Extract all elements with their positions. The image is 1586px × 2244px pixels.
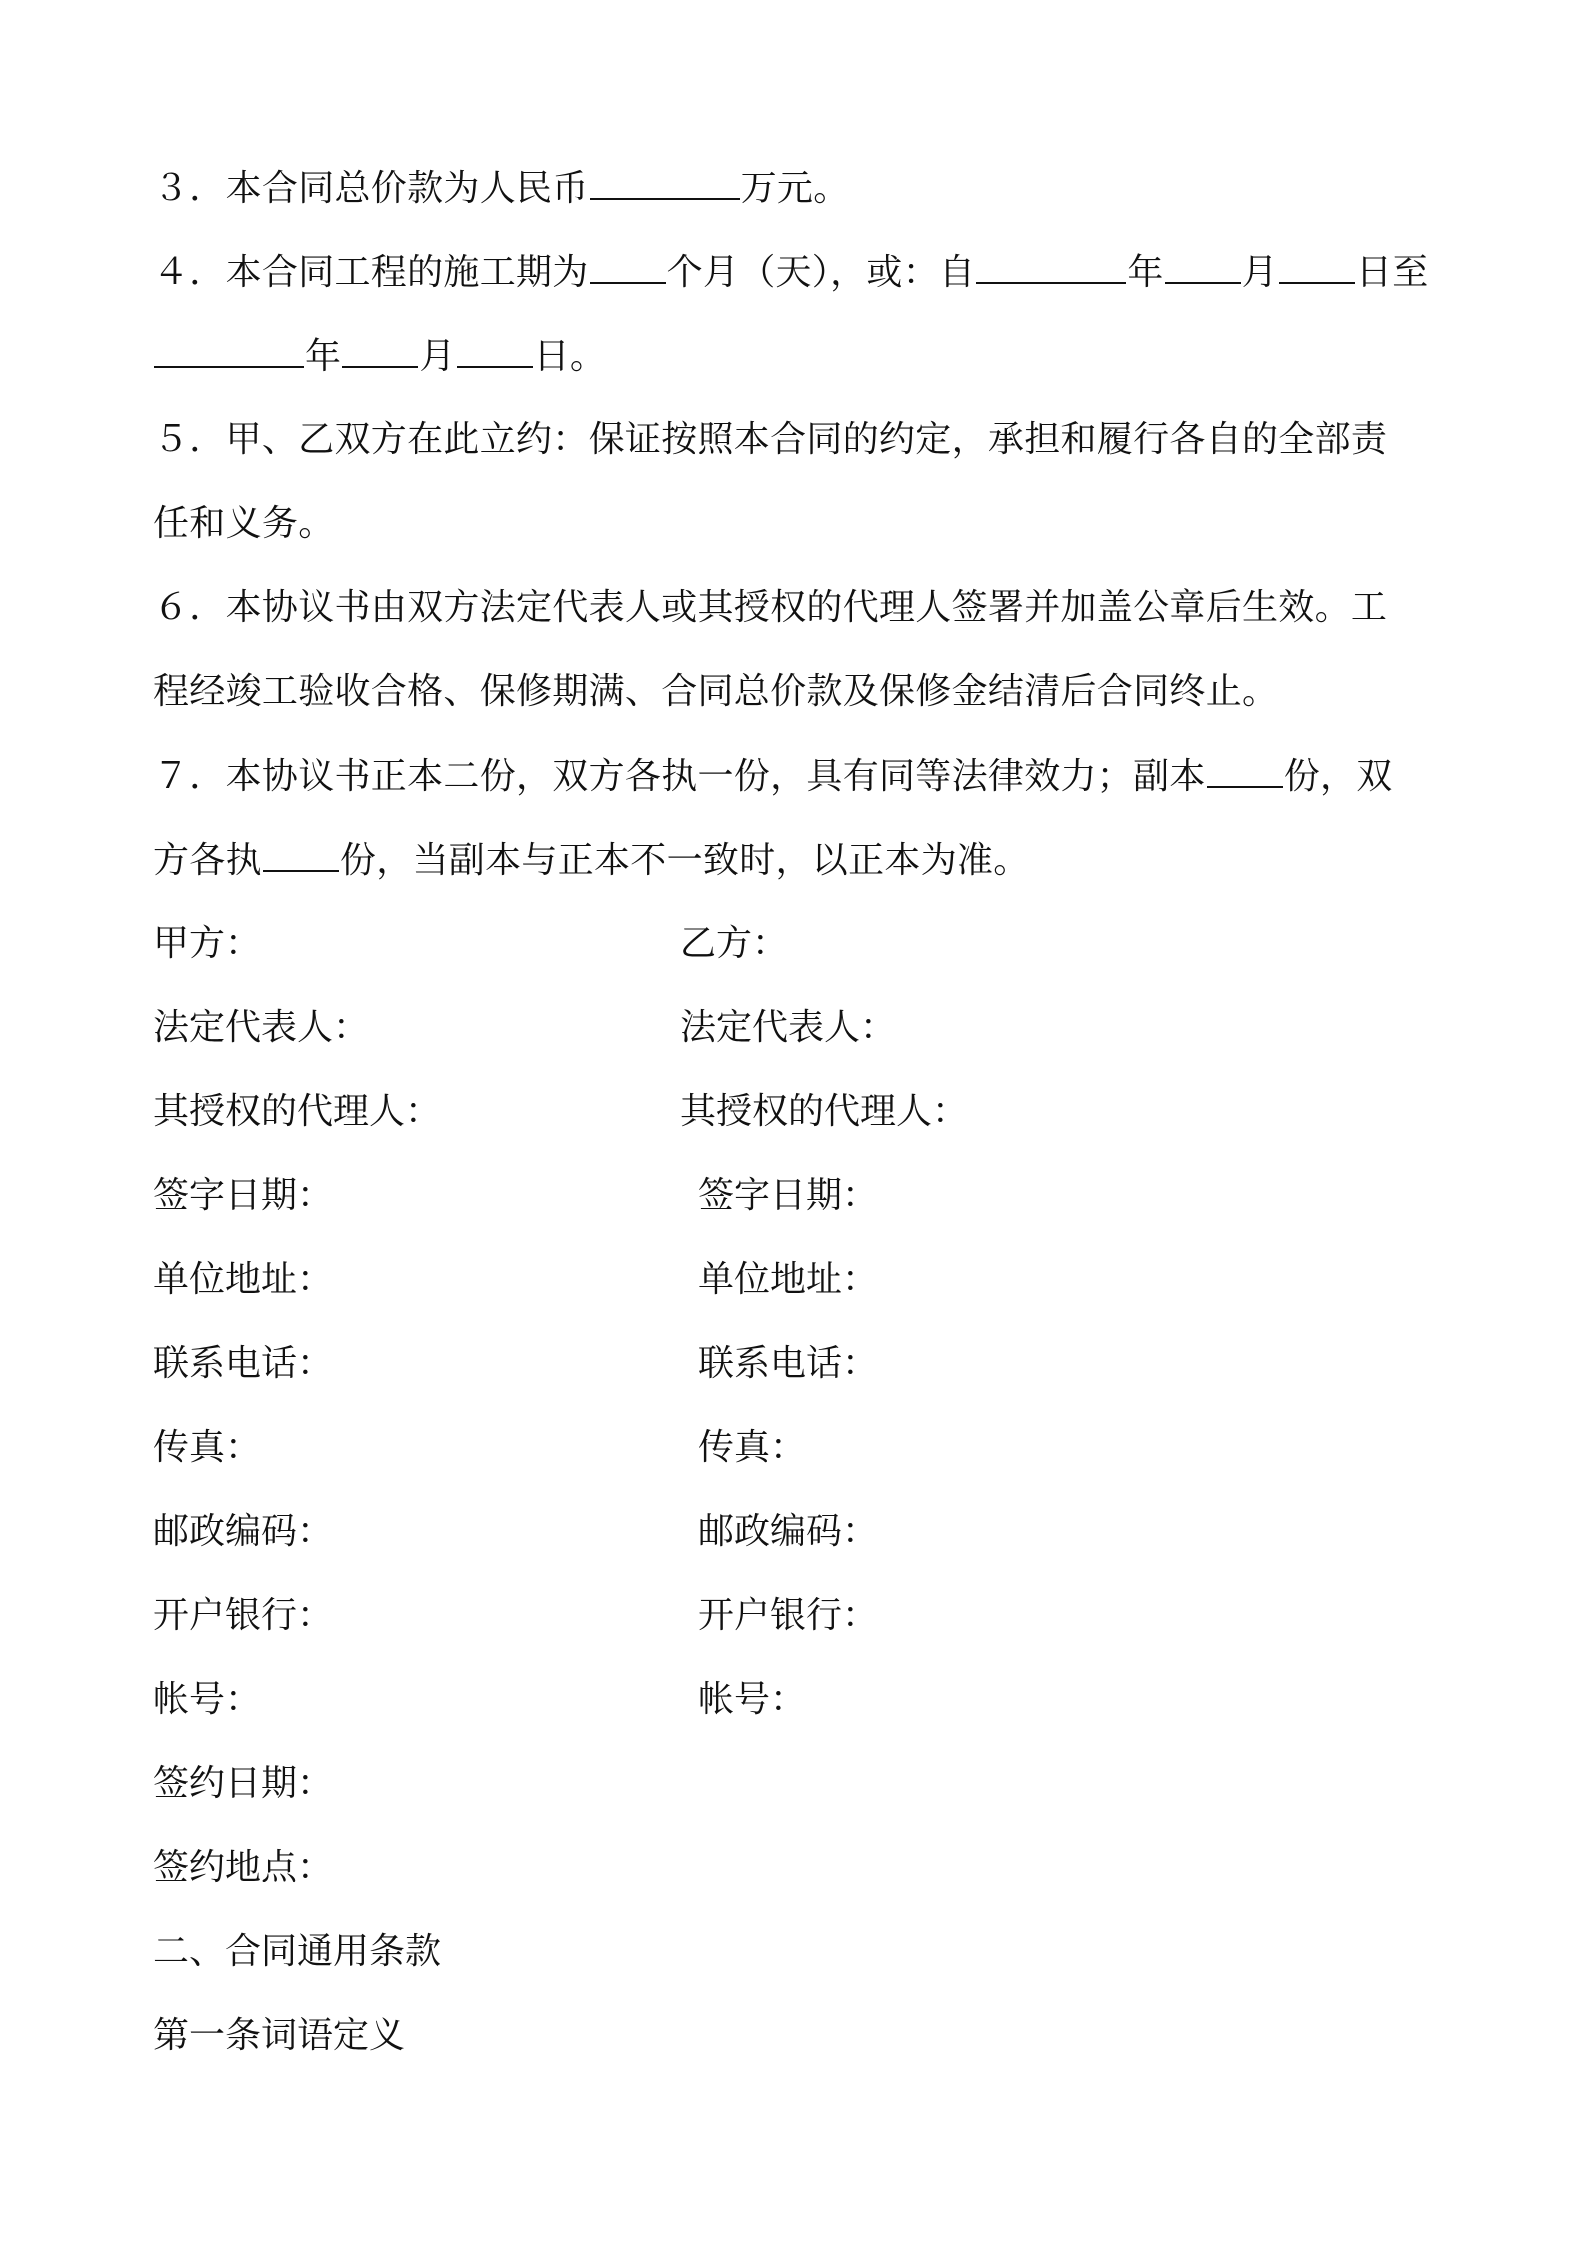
clause-3-suffix: 万元。 [740,168,850,209]
party-b-sign-date: 签字日期： [698,1175,879,1216]
clause-4-year2: 年 [305,336,342,377]
party-a-account: 帐号： [153,1679,262,1720]
party-a-address: 单位地址： [153,1259,334,1300]
clause-4-months: 个月（天），或：自 [666,252,976,293]
start-year-blank [976,250,1126,284]
clause-4-year1: 年 [1127,252,1164,293]
each-copies-blank [263,838,339,872]
party-b-postcode: 邮政编码： [698,1511,879,1552]
party-b-phone: 联系电话： [698,1343,879,1384]
clause-7-mid: 份，双 [1283,756,1393,797]
party-b-fax: 传真： [698,1427,807,1468]
clause-7-line-1 [153,754,1393,798]
clause-4-month2: 月 [419,336,456,377]
start-month-blank [1165,250,1241,284]
section-2-title: 二、合同通用条款 [153,1931,442,1972]
end-year-blank [154,334,304,368]
party-a-legal-rep: 法定代表人： [153,1007,370,1048]
contract-date: 签约日期： [153,1763,334,1804]
clause-4-line-2 [153,334,606,378]
party-a-bank: 开户银行： [153,1595,334,1636]
clause-6-line-2: 程经竣工验收合格、保修期满、合同总价款及保修金结清后合同终止。 [153,671,1279,712]
clause-4-day2: 日。 [533,336,607,377]
party-b-label: 乙方： [680,923,789,964]
party-a-phone: 联系电话： [153,1343,334,1384]
clause-4-day1: 日至 [1355,252,1429,293]
copies-blank [1207,754,1283,788]
clause-3-prefix: ３．本合同总价款为人民币 [153,168,589,209]
contract-place: 签约地点： [153,1847,334,1888]
clause-7-prefix: ７．本协议书正本二份，双方各执一份，具有同等法律效力；副本 [153,756,1206,797]
clause-6-line-1: ６．本协议书由双方法定代表人或其授权的代理人签署并加盖公章后生效。工 [153,587,1388,628]
end-day-blank [457,334,533,368]
party-b-account: 帐号： [698,1679,807,1720]
clause-3 [153,166,850,210]
clause-7-line2-suffix: 份，当副本与正本不一致时，以正本为准。 [339,840,1030,881]
clause-7-line-2 [153,838,1030,882]
party-b-bank: 开户银行： [698,1595,879,1636]
party-b-agent: 其授权的代理人： [680,1091,969,1132]
price-blank [590,166,740,200]
start-day-blank [1279,250,1355,284]
party-a-fax: 传真： [153,1427,262,1468]
duration-blank [590,250,666,284]
clause-4-prefix: ４．本合同工程的施工期为 [153,252,589,293]
party-b-legal-rep: 法定代表人： [680,1007,897,1048]
party-a-agent: 其授权的代理人： [153,1091,442,1132]
party-a-postcode: 邮政编码： [153,1511,334,1552]
clause-7-line2-prefix: 方各执 [153,840,262,881]
clause-4-month1: 月 [1241,252,1278,293]
clause-4-line-1 [153,250,1429,294]
end-month-blank [342,334,418,368]
party-b-address: 单位地址： [698,1259,879,1300]
clause-5-line-1: ５．甲、乙双方在此立约：保证按照本合同的约定，承担和履行各自的全部责 [153,419,1388,460]
party-a-label: 甲方： [153,923,262,964]
clause-5-line-2: 任和义务。 [153,503,335,544]
article-1-title: 第一条词语定义 [153,2015,406,2056]
party-a-sign-date: 签字日期： [153,1175,334,1216]
